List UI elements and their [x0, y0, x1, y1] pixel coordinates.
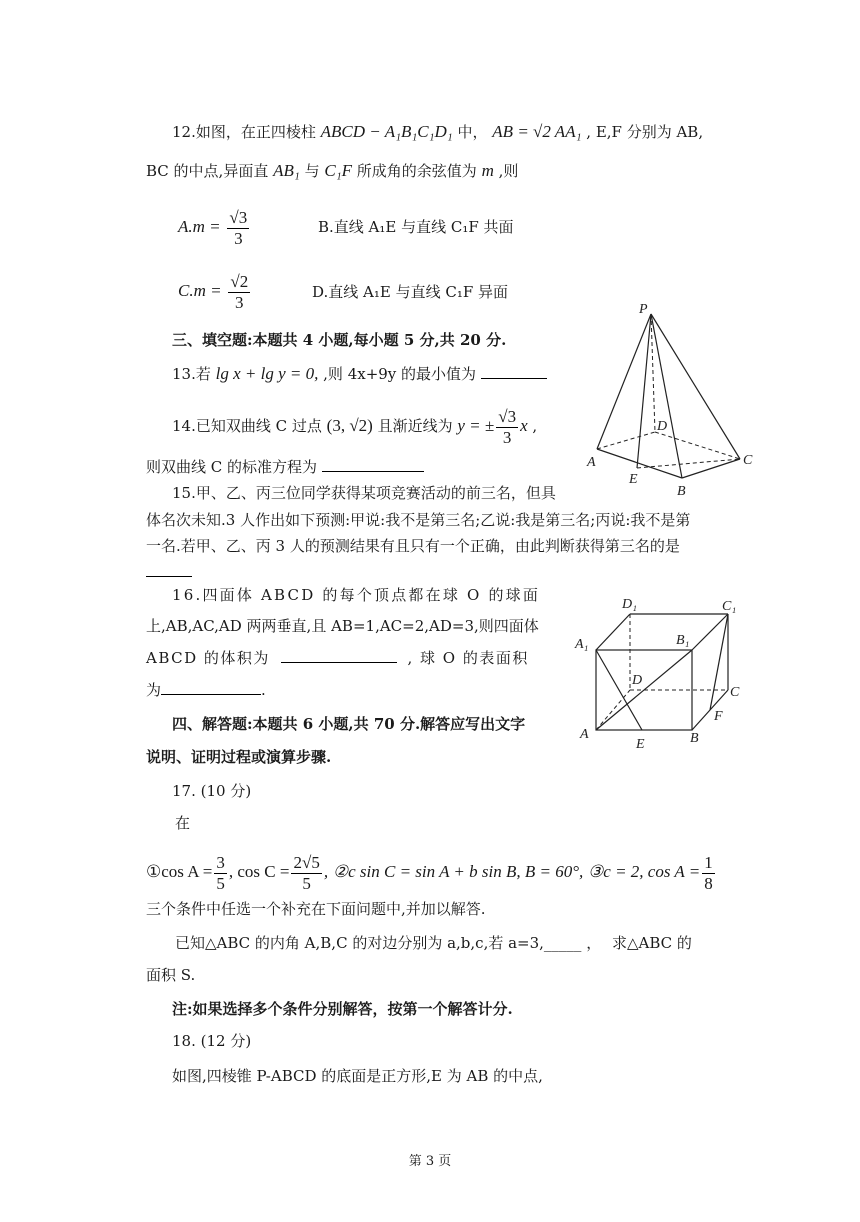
q14-x: x — [520, 416, 528, 435]
q12-relation: AB = √2 AA₁ — [492, 122, 582, 141]
q16-line2: 上,AB,AC,AD 两两垂直,且 AB=1,AC=2,AD=3,则四面体 — [146, 617, 539, 635]
q16-l3b: , 球 O 的表面积 — [407, 649, 529, 667]
q14-fraction — [496, 407, 518, 448]
label-a1: A₁ — [575, 637, 589, 652]
opt-c-num: √2 — [230, 271, 249, 291]
q12-l2g: ,则 — [498, 162, 519, 180]
label-c: C — [743, 453, 753, 468]
diag-a1e — [596, 650, 642, 730]
q12-mid: 中， — [457, 123, 488, 141]
q14-b: 且渐近线为 — [377, 417, 453, 435]
cond1-n2: 2√5 — [293, 852, 320, 872]
cond1-n1: 3 — [216, 852, 225, 872]
edge-a1d1 — [596, 614, 630, 650]
q17-note: 注:如果选择多个条件分别解答，按第一个解答计分. — [172, 1000, 513, 1018]
q12-option-c — [178, 267, 252, 315]
q17-l4a: 已知△ABC 的内角 A,B,C 的对边分别为 a,b,c,若 a=3,_____ ， — [175, 934, 602, 952]
label-b: B — [690, 731, 699, 746]
q12-option-d: D.直线 A₁E 与直线 C₁F 异面 — [312, 283, 509, 301]
label-a: A — [580, 727, 589, 742]
opt-c-fraction — [228, 272, 250, 313]
prism-name: ABCD − A₁B₁C₁D₁ — [320, 122, 453, 141]
edge-ad — [597, 432, 655, 449]
label-d: D — [632, 673, 643, 688]
q18-line1: 如图,四棱锥 P-ABCD 的底面是正方形,E 为 AB 的中点, — [172, 1067, 543, 1085]
q13-expr: lg x + lg y = 0, — [215, 364, 319, 383]
label-d1: D₁ — [622, 597, 637, 612]
opt-a-label: A.m = — [178, 217, 221, 236]
diag-c1f — [710, 614, 728, 710]
q17-line3: 三个条件中任选一个补充在下面问题中,并加以解答. — [146, 900, 486, 918]
prism-figure — [572, 592, 752, 754]
opt-c-den: 3 — [235, 292, 244, 312]
q16-blank-area — [161, 678, 261, 695]
q13-blank — [481, 362, 547, 379]
q14-point: (3, √2) — [326, 416, 373, 435]
q15-line4 — [146, 560, 192, 584]
q14-blank — [322, 455, 424, 472]
page-number: 第 3 页 — [408, 1154, 452, 1169]
opt-a-num: √3 — [229, 207, 248, 227]
cond1-b: , cos C = — [228, 862, 290, 881]
cond2: ②c sin C = sin A + b sin B, B = 60°, — [332, 862, 584, 881]
q16-l3a: ABCD 的体积为 — [146, 649, 270, 667]
label-f: F — [714, 709, 723, 724]
pyramid-figure — [585, 300, 760, 500]
q12-l2a: BC 的中点,异面直 — [146, 162, 269, 180]
label-e: E — [636, 737, 645, 752]
q12-tail: , E,F 分别为 AB, — [586, 123, 704, 141]
cond1-c: , — [323, 862, 329, 881]
q15-line1: 15.甲、乙、丙三位同学获得某项竞赛活动的前三名，但具 — [172, 484, 556, 502]
label-p: P — [639, 302, 648, 317]
section3-heading: 三、填空题:本题共 4 小题,每小题 5 分,共 20 分. — [172, 331, 507, 349]
q12-line1 — [172, 120, 703, 144]
q16-line3 — [146, 646, 529, 670]
section4-line2: 说明、证明过程或演算步骤. — [146, 748, 332, 766]
q16-blank-volume — [281, 646, 397, 663]
q15-line3: 一名.若甲、乙、丙 3 人的预测结果有且只有一个正确，由此判断获得第三名的是 — [146, 537, 680, 555]
q17-l4b: 求△ABC 的 — [611, 934, 692, 952]
q12-l2b: AB₁ — [273, 161, 300, 180]
q13-b: ,则 4x+9y 的最小值为 — [323, 365, 477, 383]
q12-option-b: B.直线 A₁E 与直线 C₁F 共面 — [318, 218, 514, 236]
label-e: E — [629, 472, 638, 487]
opt-a-den: 3 — [234, 228, 243, 248]
cond1-frac2 — [291, 853, 321, 894]
q16-l4b: . — [261, 681, 266, 699]
q14-line2 — [146, 455, 424, 479]
label-b1: B₁ — [676, 633, 690, 648]
opt-a-fraction — [227, 208, 249, 249]
edge-ab — [597, 449, 682, 478]
q14-num: √3 — [498, 406, 517, 426]
label-a: A — [587, 455, 596, 470]
q12-option-a — [178, 203, 251, 251]
q12-line2 — [146, 159, 518, 183]
section4-line1: 四、解答题:本题共 6 小题,共 70 分.解答应写出文字 — [172, 715, 526, 733]
q17-head: 17. (10 分) — [172, 782, 252, 800]
q15-blank — [146, 560, 192, 577]
q18-head: 18. (12 分) — [172, 1032, 252, 1050]
edge-ad — [596, 690, 630, 730]
q17-line5: 面积 S. — [146, 966, 196, 984]
edge-bc — [682, 459, 740, 478]
q16-l4a: 为 — [146, 681, 162, 699]
cond3-n: 1 — [704, 852, 713, 872]
q15-line2: 体名次未知.3 人作出如下预测:甲说:我不是第三名;乙说:我是第三名;丙说:我不是第 — [146, 511, 691, 529]
edge-pe — [637, 314, 651, 468]
opt-c-label: C.m = — [178, 281, 222, 300]
q12-l2e: 所成角的余弦值为 — [356, 162, 477, 180]
cond3-d: 8 — [704, 873, 713, 893]
q12-text: 12.如图，在正四棱柱 — [172, 123, 316, 141]
cond1-a: ①cos A = — [146, 862, 213, 881]
cond1-d1: 5 — [216, 873, 225, 893]
q14-line2-text: 则双曲线 C 的标准方程为 — [146, 458, 318, 476]
cond1-frac1 — [214, 853, 227, 894]
q14-den: 3 — [502, 427, 512, 447]
cond3-frac — [702, 853, 715, 894]
q16-line4 — [146, 678, 266, 702]
q17-line4 — [175, 931, 692, 955]
cond3-a: ③c = 2, cos A = — [588, 862, 701, 881]
edge-pa — [597, 314, 651, 449]
q12-l2f: m — [481, 161, 494, 180]
label-d: D — [657, 419, 668, 434]
q14-line1 — [172, 402, 537, 450]
q12-l2d: C₁F — [324, 161, 353, 180]
q12-l2c: 与 — [304, 162, 320, 180]
q17-conditions — [146, 848, 717, 896]
q14-asym: y = ± — [457, 416, 495, 435]
q16-line1: 16.四面体 ABCD 的每个顶点都在球 O 的球面 — [172, 586, 541, 604]
q17-zai: 在 — [175, 814, 191, 832]
label-b: B — [677, 484, 686, 499]
q13 — [172, 362, 547, 386]
label-c: C — [730, 685, 740, 700]
q14-a: 14.已知双曲线 C 过点 — [172, 417, 322, 435]
q14-c: , — [532, 417, 538, 435]
cond1-d2: 5 — [302, 873, 311, 893]
edge-dc — [655, 432, 740, 459]
label-c1: C₁ — [722, 599, 737, 614]
q13-a: 13.若 — [172, 365, 211, 383]
